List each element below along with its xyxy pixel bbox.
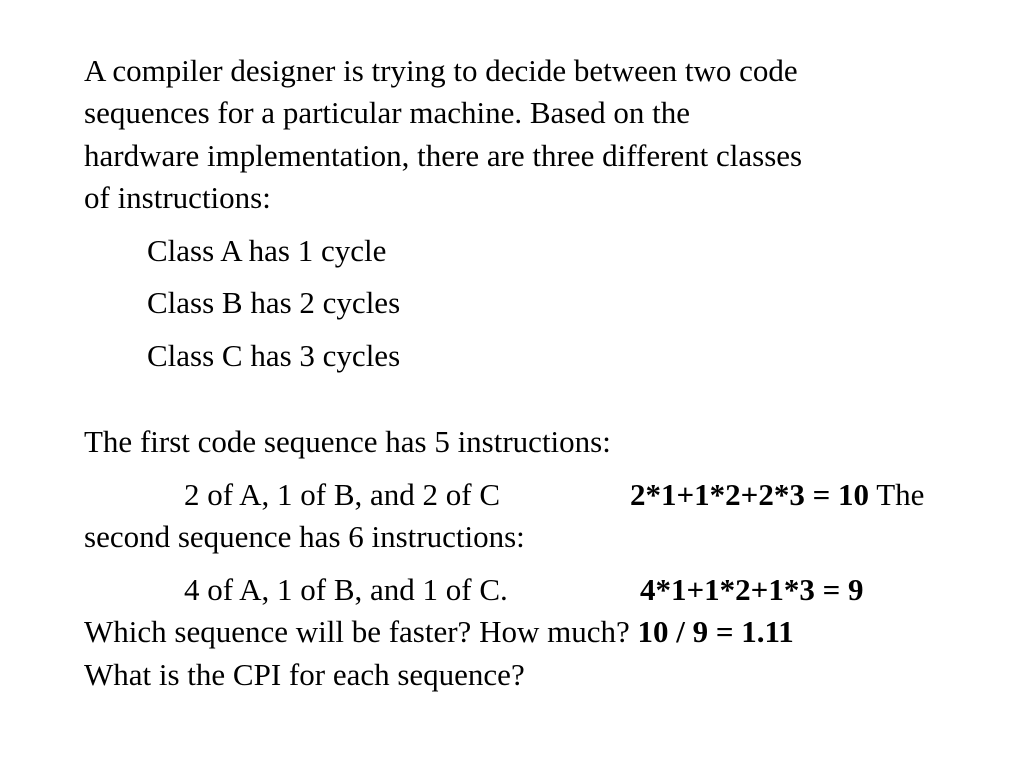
intro-line-1: A compiler designer is trying to decide between two code	[84, 53, 798, 88]
speed-answer: 10 / 9 = 1.11	[637, 614, 794, 649]
intro-line-3: hardware implementation, there are three different classes	[84, 138, 803, 173]
first-sequence-calc: 2*1+1*2+2*3 = 10	[630, 477, 869, 512]
class-c-line: Class C has 3 cycles	[147, 338, 401, 373]
class-a-line: Class A has 1 cycle	[147, 233, 387, 268]
second-sequence-heading: second sequence has 6 instructions:	[84, 519, 525, 554]
first-sequence-result	[630, 477, 924, 513]
first-sequence-mix: 2 of A, 1 of B, and 2 of C	[184, 477, 501, 512]
class-b-line: Class B has 2 cycles	[147, 285, 401, 320]
speed-question: Which sequence will be faster? How much?	[84, 614, 638, 649]
cpi-question: What is the CPI for each sequence?	[84, 657, 525, 692]
intro-line-2: sequences for a particular machine. Based on the	[84, 95, 690, 130]
second-sequence-calc: 4*1+1*2+1*3 = 9	[640, 572, 864, 607]
second-sequence-mix: 4 of A, 1 of B, and 1 of C.	[184, 572, 508, 607]
intro-line-4: of instructions:	[84, 180, 271, 215]
speed-question-line	[84, 614, 794, 650]
first-sequence-heading: The first code sequence has 5 instructions:	[84, 424, 611, 459]
first-sequence-trailing: The	[869, 477, 925, 512]
